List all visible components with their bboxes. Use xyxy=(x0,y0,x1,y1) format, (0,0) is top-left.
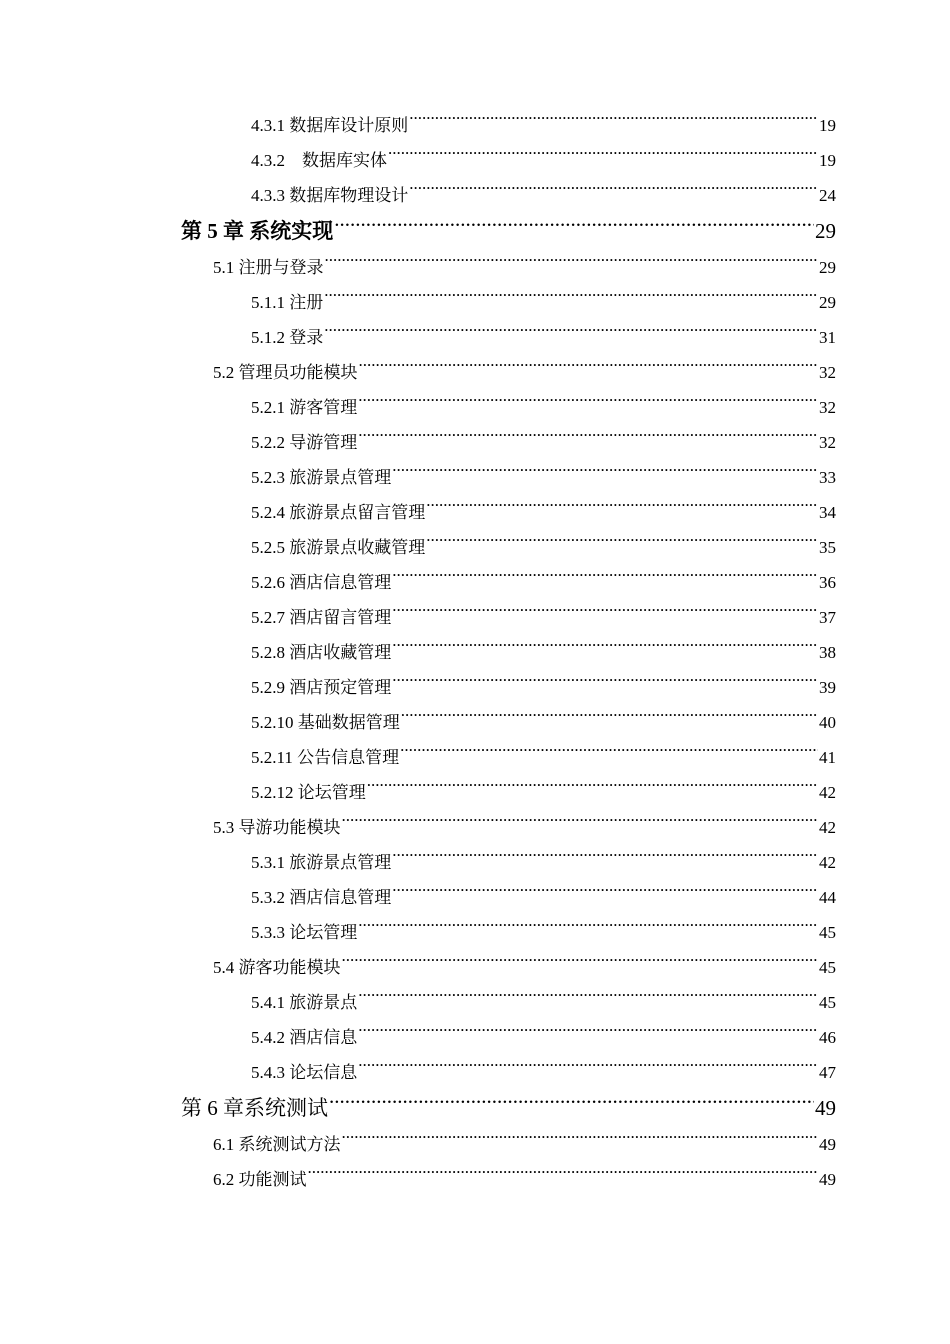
toc-chapter-entry[interactable] xyxy=(0,213,950,250)
toc-dot-leader xyxy=(358,991,818,1008)
toc-entry-page-number: 45 xyxy=(819,958,836,977)
toc-entry-page-number: 36 xyxy=(819,573,836,592)
toc-entry[interactable] xyxy=(0,1020,950,1055)
toc-entry-page-number: 31 xyxy=(819,328,836,347)
toc-entry-title: 5.3 导游功能模块 xyxy=(213,818,341,837)
toc-entry[interactable] xyxy=(0,108,950,143)
toc-dot-leader xyxy=(358,1026,818,1043)
toc-entry-title: 第 5 章 系统实现 xyxy=(181,219,334,243)
toc-entry[interactable] xyxy=(0,1127,950,1162)
toc-entry-page-number: 35 xyxy=(819,538,836,557)
toc-entry-title: 5.1.1 注册 xyxy=(251,293,324,312)
toc-entry[interactable] xyxy=(0,845,950,880)
toc-entry[interactable] xyxy=(0,495,950,530)
toc-entry-page-number: 42 xyxy=(819,853,836,872)
toc-entry-page-number: 19 xyxy=(819,151,836,170)
toc-entry-page-number: 45 xyxy=(819,923,836,942)
toc-dot-leader xyxy=(392,571,818,588)
toc-dot-leader xyxy=(392,886,818,903)
toc-entry-title: 5.4.1 旅游景点 xyxy=(251,993,358,1012)
toc-dot-leader xyxy=(324,291,818,308)
toc-dot-leader xyxy=(342,816,819,833)
toc-entry-page-number: 44 xyxy=(819,888,836,907)
toc-entry-title: 6.1 系统测试方法 xyxy=(213,1135,341,1154)
toc-entry[interactable] xyxy=(0,705,950,740)
toc-chapter-entry[interactable] xyxy=(0,1090,950,1127)
toc-dot-leader xyxy=(334,217,814,238)
toc-entry-page-number: 41 xyxy=(819,748,836,767)
toc-entry-page-number: 32 xyxy=(819,433,836,452)
toc-entry-title: 5.4.2 酒店信息 xyxy=(251,1028,358,1047)
toc-dot-leader xyxy=(409,184,818,201)
toc-entry[interactable] xyxy=(0,285,950,320)
toc-entry[interactable] xyxy=(0,390,950,425)
toc-dot-leader xyxy=(325,256,819,273)
toc-dot-leader xyxy=(342,1133,819,1150)
toc-entry-title: 4.3.3 数据库物理设计 xyxy=(251,186,409,205)
toc-entry-page-number: 46 xyxy=(819,1028,836,1047)
toc-entry[interactable] xyxy=(0,425,950,460)
toc-dot-leader xyxy=(409,114,818,131)
toc-entry-title: 5.2.9 酒店预定管理 xyxy=(251,678,392,697)
toc-dot-leader xyxy=(358,1061,818,1078)
toc-entry-page-number: 32 xyxy=(819,363,836,382)
toc-entry-page-number: 37 xyxy=(819,608,836,627)
toc-entry[interactable] xyxy=(0,250,950,285)
toc-entry-title: 5.3.3 论坛管理 xyxy=(251,923,358,942)
toc-dot-leader xyxy=(324,326,818,343)
toc-dot-leader xyxy=(308,1168,819,1185)
toc-dot-leader xyxy=(367,781,818,798)
toc-entry[interactable] xyxy=(0,460,950,495)
toc-entry-page-number: 45 xyxy=(819,993,836,1012)
toc-dot-leader xyxy=(392,676,818,693)
toc-dot-leader xyxy=(392,606,818,623)
toc-dot-leader xyxy=(426,536,818,553)
toc-entry-title: 5.2 管理员功能模块 xyxy=(213,363,358,382)
toc-entry-page-number: 34 xyxy=(819,503,836,522)
toc-entry[interactable] xyxy=(0,530,950,565)
toc-entry-title: 5.2.2 导游管理 xyxy=(251,433,358,452)
toc-entry-page-number: 32 xyxy=(819,398,836,417)
toc-entry[interactable] xyxy=(0,985,950,1020)
toc-entry-title: 5.2.6 酒店信息管理 xyxy=(251,573,392,592)
toc-dot-leader xyxy=(401,711,818,728)
toc-entry-page-number: 40 xyxy=(819,713,836,732)
toc-entry[interactable] xyxy=(0,670,950,705)
toc-entry-title: 第 6 章系统测试 xyxy=(181,1096,328,1120)
toc-dot-leader xyxy=(359,361,819,378)
toc-entry-page-number: 42 xyxy=(819,783,836,802)
toc-entry-title: 5.2.1 游客管理 xyxy=(251,398,358,417)
toc-entry-page-number: 24 xyxy=(819,186,836,205)
toc-entry-title: 5.1 注册与登录 xyxy=(213,258,324,277)
toc-entry-title: 5.2.7 酒店留言管理 xyxy=(251,608,392,627)
toc-entry-page-number: 49 xyxy=(819,1170,836,1189)
toc-entry[interactable] xyxy=(0,775,950,810)
toc-entry-title: 5.3.1 旅游景点管理 xyxy=(251,853,392,872)
toc-dot-leader xyxy=(426,501,818,518)
toc-entry-page-number: 19 xyxy=(819,116,836,135)
toc-entry-page-number: 29 xyxy=(819,258,836,277)
toc-entry-title: 5.2.3 旅游景点管理 xyxy=(251,468,392,487)
toc-entry-page-number: 49 xyxy=(815,1096,836,1120)
toc-entry[interactable] xyxy=(0,915,950,950)
toc-entry-title: 5.2.10 基础数据管理 xyxy=(251,713,400,732)
toc-dot-leader xyxy=(329,1094,814,1115)
table-of-contents xyxy=(0,108,950,1197)
toc-entry-page-number: 42 xyxy=(819,818,836,837)
toc-entry-title: 5.2.11 公告信息管理 xyxy=(251,748,400,767)
toc-entry-title: 5.4 游客功能模块 xyxy=(213,958,341,977)
toc-entry-title: 4.3.2 数据库实体 xyxy=(251,151,387,170)
toc-entry[interactable] xyxy=(0,1162,950,1197)
toc-entry-title: 5.1.2 登录 xyxy=(251,328,324,347)
toc-entry[interactable] xyxy=(0,355,950,390)
toc-entry[interactable] xyxy=(0,1055,950,1090)
toc-entry-title: 4.3.1 数据库设计原则 xyxy=(251,116,409,135)
toc-entry-page-number: 39 xyxy=(819,678,836,697)
toc-dot-leader xyxy=(358,921,818,938)
toc-dot-leader xyxy=(392,851,818,868)
toc-dot-leader xyxy=(392,641,818,658)
toc-entry[interactable] xyxy=(0,880,950,915)
toc-dot-leader xyxy=(358,431,818,448)
toc-entry-page-number: 49 xyxy=(819,1135,836,1154)
toc-entry[interactable] xyxy=(0,143,950,178)
toc-dot-leader xyxy=(342,956,819,973)
toc-dot-leader xyxy=(392,466,818,483)
toc-entry-page-number: 29 xyxy=(819,293,836,312)
toc-entry[interactable] xyxy=(0,565,950,600)
toc-dot-leader xyxy=(388,149,818,166)
toc-entry-title: 5.3.2 酒店信息管理 xyxy=(251,888,392,907)
toc-entry-page-number: 29 xyxy=(815,219,836,243)
toc-entry-title: 5.2.12 论坛管理 xyxy=(251,783,366,802)
toc-dot-leader xyxy=(358,396,818,413)
toc-entry[interactable] xyxy=(0,600,950,635)
toc-entry-page-number: 33 xyxy=(819,468,836,487)
toc-entry-title: 6.2 功能测试 xyxy=(213,1170,307,1189)
toc-entry-title: 5.2.5 旅游景点收藏管理 xyxy=(251,538,426,557)
toc-entry[interactable] xyxy=(0,740,950,775)
toc-entry-title: 5.2.4 旅游景点留言管理 xyxy=(251,503,426,522)
toc-entry[interactable] xyxy=(0,950,950,985)
toc-entry-title: 5.4.3 论坛信息 xyxy=(251,1063,358,1082)
toc-entry[interactable] xyxy=(0,810,950,845)
toc-entry[interactable] xyxy=(0,178,950,213)
toc-entry[interactable] xyxy=(0,320,950,355)
toc-entry-title: 5.2.8 酒店收藏管理 xyxy=(251,643,392,662)
toc-entry-page-number: 38 xyxy=(819,643,836,662)
toc-entry-page-number: 47 xyxy=(819,1063,836,1082)
toc-entry[interactable] xyxy=(0,635,950,670)
toc-dot-leader xyxy=(400,746,818,763)
